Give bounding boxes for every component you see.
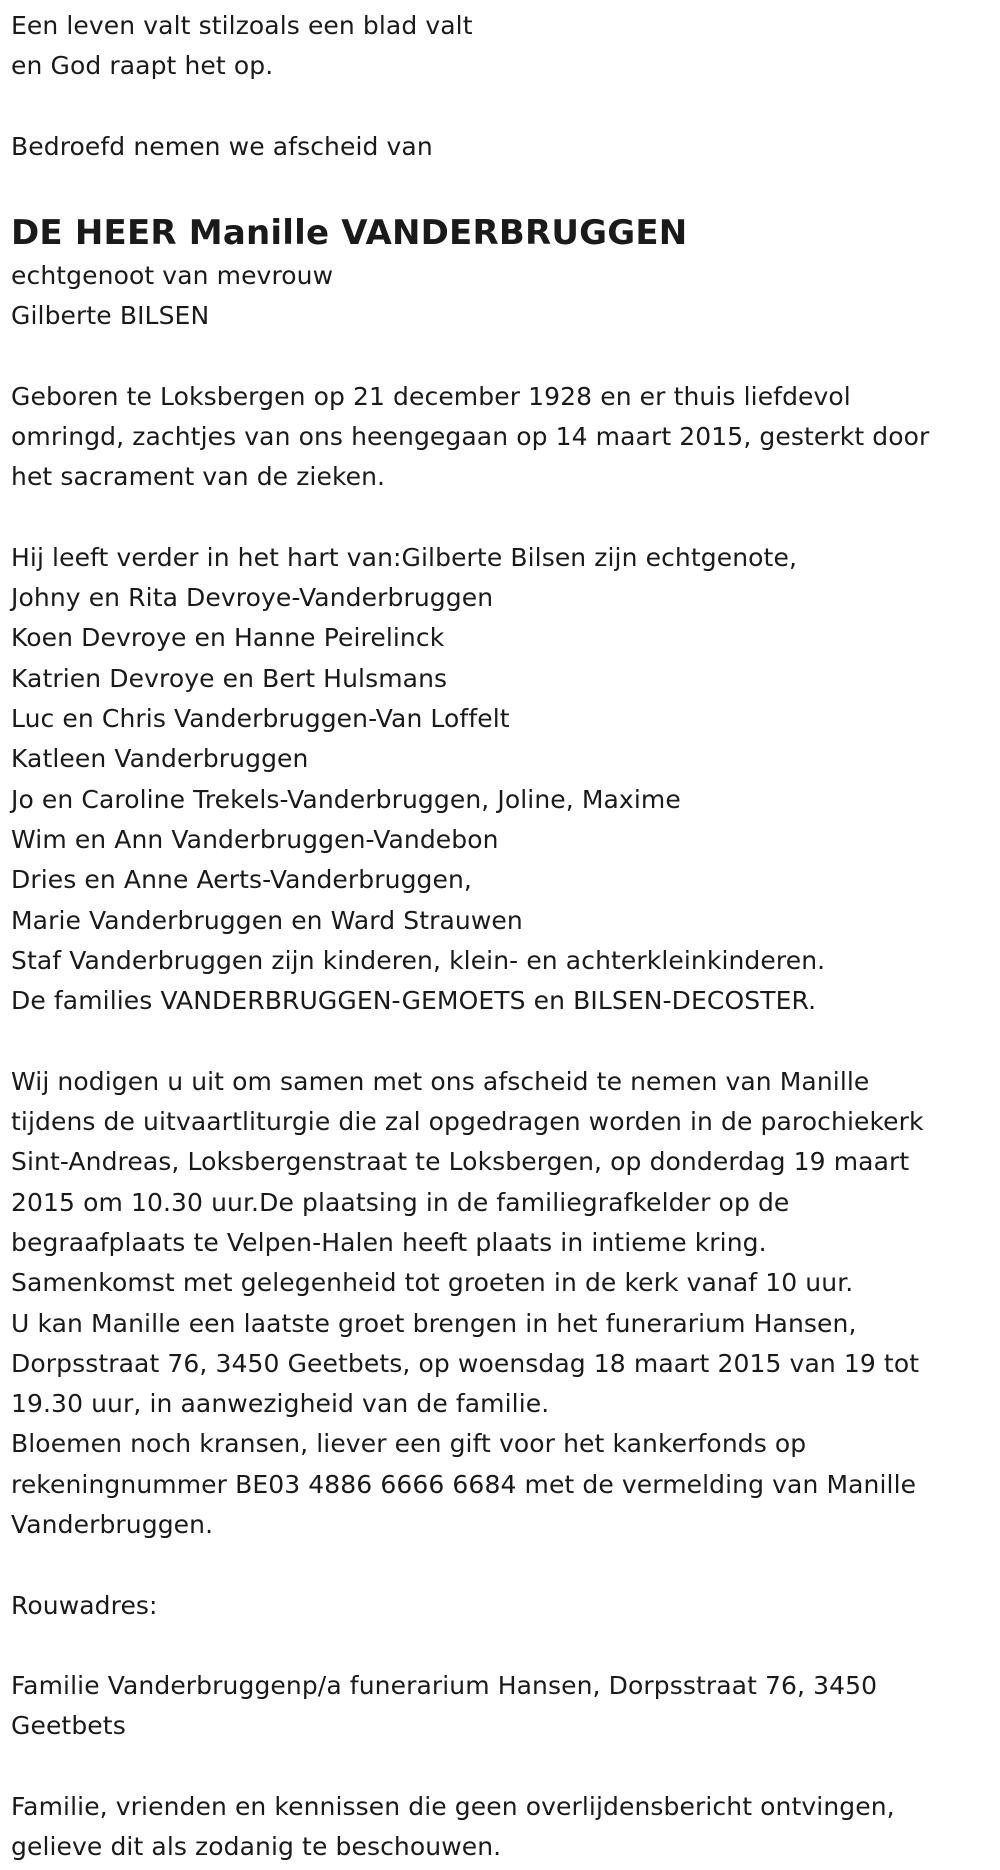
survivor-line: Luc en Chris Vanderbruggen-Van Loffelt: [11, 704, 510, 734]
spacer: [11, 1021, 1000, 1061]
survivor-line: Katleen Vanderbruggen: [11, 744, 309, 774]
spacer: [11, 167, 1000, 207]
paragraph-line: Sint-Andreas, Loksbergenstraat te Loksbergen, op donderdag 19 maart: [11, 1147, 910, 1177]
paragraph-line: 19.30 uur, in aanwezigheid van de familie.: [11, 1389, 550, 1419]
survivor-line: Jo en Caroline Trekels-Vanderbruggen, Joline, Maxime: [11, 784, 681, 814]
address-line: Geetbets: [11, 1711, 126, 1741]
survivor-line: Hij leeft verder in het hart van:Gilberte Bilsen zijn echtgenote,: [11, 542, 797, 572]
spacer: [11, 1626, 1000, 1666]
survivor-line: Katrien Devroye en Bert Hulsmans: [11, 663, 448, 693]
paragraph-line: omringd, zachtjes van ons heengegaan op 14 maart 2015, gesterkt door: [11, 421, 930, 451]
spouse-name: Gilberte BILSEN: [11, 301, 210, 331]
spouse-label: echtgenoot van mevrouw: [11, 260, 334, 290]
survivor-line: Wim en Ann Vanderbruggen-Vandebon: [11, 824, 499, 854]
spacer: [11, 87, 1000, 127]
paragraph-line: Familie, vrienden en kennissen die geen overlijdensbericht ontvingen,: [11, 1792, 895, 1822]
poem-line: en God raapt het op.: [11, 51, 274, 81]
invitation-paragraph: [11, 1062, 1000, 1546]
survivor-line: Dries en Anne Aerts-Vanderbruggen,: [11, 865, 472, 895]
paragraph-line: Vanderbruggen.: [11, 1509, 214, 1539]
survivor-line: De families VANDERBRUGGEN-GEMOETS en BILSEN-DECOSTER.: [11, 986, 817, 1016]
paragraph-line: Dorpsstraat 76, 3450 Geetbets, op woensdag 18 maart 2015 van 19 tot: [11, 1348, 920, 1378]
birth-death-paragraph: [11, 377, 1000, 498]
paragraph-line: gelieve dit als zodanig te beschouwen.: [11, 1832, 502, 1862]
poem-line: Een leven valt stilzoals een blad valt: [11, 11, 473, 40]
survivor-line: Koen Devroye en Hanne Peirelinck: [11, 623, 445, 653]
paragraph-line: 2015 om 10.30 uur.De plaatsing in de familiegrafkelder op de: [11, 1187, 790, 1217]
survivors-list: [11, 538, 1000, 1022]
paragraph-line: Wij nodigen u uit om samen met ons afscheid te nemen van Manille: [11, 1066, 870, 1096]
deceased-name: DE HEER Manille VANDERBRUGGEN: [11, 213, 688, 254]
paragraph-line: tijdens de uitvaartliturgie die zal opgedragen worden in de parochiekerk: [11, 1107, 924, 1137]
survivor-line: Johny en Rita Devroye-Vanderbruggen: [11, 583, 494, 613]
paragraph-line: Bloemen noch kransen, liever een gift voor het kankerfonds op: [11, 1429, 807, 1459]
poem: [11, 6, 1000, 87]
paragraph-line: begraafplaats te Velpen-Halen heeft plaats in intieme kring.: [11, 1227, 767, 1257]
intro-text: Bedroefd nemen we afscheid van: [11, 131, 433, 161]
paragraph-line: Geboren te Loksbergen op 21 december 1928 en er thuis liefdevol: [11, 381, 851, 411]
address-label: Rouwadres:: [11, 1590, 158, 1620]
paragraph-line: U kan Manille een laatste groet brengen in het funerarium Hansen,: [11, 1308, 857, 1338]
paragraph-line: rekeningnummer BE03 4886 6666 6684 met de vermelding van Manille: [11, 1469, 917, 1499]
spacer: [11, 336, 1000, 376]
spacer: [11, 498, 1000, 538]
address-block: [11, 1666, 1000, 1747]
paragraph-line: Samenkomst met gelegenheid tot groeten in de kerk vanaf 10 uur.: [11, 1268, 854, 1298]
paragraph-line: het sacrament van de zieken.: [11, 462, 386, 492]
address-line: Familie Vanderbruggenp/a funerarium Hansen, Dorpsstraat 76, 3450: [11, 1671, 878, 1701]
spacer: [11, 1747, 1000, 1787]
survivor-line: Marie Vanderbruggen en Ward Strauwen: [11, 905, 523, 935]
spacer: [11, 1545, 1000, 1585]
closing-paragraph: [11, 1787, 1000, 1868]
survivor-line: Staf Vanderbruggen zijn kinderen, klein- en achterkleinkinderen.: [11, 945, 826, 975]
